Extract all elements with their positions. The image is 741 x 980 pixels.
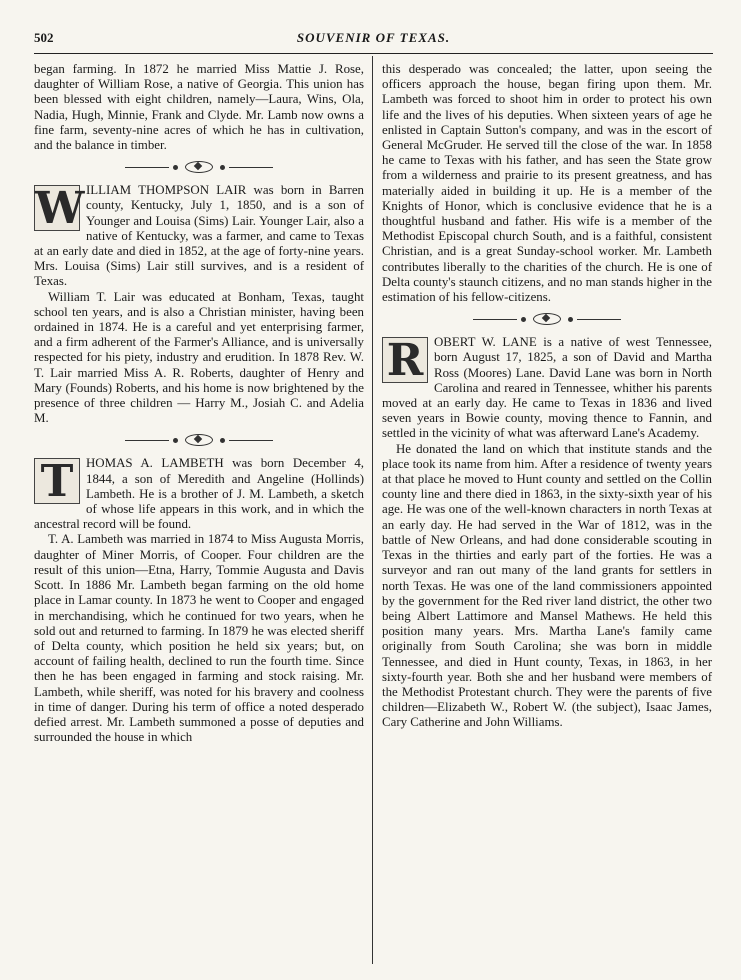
bio-lambeth-continued: this desperado was concealed; the latter, upon seeing the officers approach the house, began firing upon them. Mr. Lambeth was forced to shoot him in order to protect his own life and the lives of his deputies. When sixteen years of age he enlisted in Captain Sutton's company, and was in the escort of General McGruder. He served till the close of the war. In 1858 he came to Texas with his father, and has seen the State grow from a wilderness and prairie to its present greatness, and has materially aided in building it up. He is a member of the Knights of Honor, which is conclusive evidence that he is a thoughtful husband and father. His wife is a member of the Methodist Episcopal church South, and is a faithful, consistent Christian, and is a great Sunday-school worker. Mr. Lambeth contributes liberally to the charities of the church. He is one of Delta county's staunch citizens, and no man stands higher in the estimation of his fellow-citizens. bbox=[382, 62, 712, 305]
biography-lane bbox=[382, 335, 712, 730]
biography-lair bbox=[34, 183, 364, 426]
drop-cap-t: T bbox=[34, 458, 80, 504]
running-title: SOUVENIR OF TEXAS. bbox=[296, 30, 451, 45]
bio-lair-first-paragraph bbox=[34, 183, 364, 289]
column-divider bbox=[372, 56, 373, 964]
drop-cap-r: R bbox=[382, 337, 428, 383]
right-column bbox=[382, 62, 712, 731]
header-rule bbox=[34, 53, 713, 54]
bio-lambeth-first-paragraph bbox=[34, 456, 364, 532]
drop-cap-w: W bbox=[35, 183, 85, 235]
bio-lane-text: OBERT W. LANE is a native of west Tennessee, born August 17, 1825, a son of David and Martha Ross (Moores) Lane. David Lane was born in North Carolina and reared in Tennessee, whither his parents moved at an early day. He came to Texas in 1836 and lived seven years in Bowie county, moving thence to Fannin, and settled in the vicinity of what was afterward Lane's Academy. bbox=[382, 335, 712, 441]
section-ornament bbox=[382, 313, 712, 325]
bio-lambeth-second-paragraph: T. A. Lambeth was married in 1874 to Miss Augusta Morris, daughter of Miner Morris, of Cooper. Four children are the result of this union—Etna, Harry, Tommie Augusta and Davis Scott. In 1886 Mr. Lambeth began farming on the old home place in Lamar county. In 1873 he went to Cooper and engaged in merchandising, which he continued for two years, when he sold out and returned to farming. In 1879 he was elected sheriff of Delta county, which position he held six years; but, on account of failing health, declined to run the fourth time. Since then he has been engaged in farming and stock raising. Mr. Lambeth, while sheriff, was noted for his bravery and coolness in time of danger. During his term of office a noted desperado defied arrest. Mr. Lambeth summoned a posse of deputies and surrounded the house in which bbox=[34, 532, 364, 745]
bio-lambeth-text: HOMAS A. LAMBETH was born December 4, 1844, a son of Meredith and Angeline (Hollinds) Lambeth. He is a brother of J. M. Lambeth, a sketch of whose life appears in this work, and in which the ancestral record will be found. bbox=[34, 456, 364, 532]
left-column bbox=[34, 62, 364, 745]
bio-lane-first-paragraph bbox=[382, 335, 712, 441]
biography-lambeth bbox=[34, 456, 364, 745]
bio-lair-text: ILLIAM THOMPSON LAIR was born in Barren county, Kentucky, July 1, 1850, and is a son of Younger and Louisa (Sims) Lair. Younger Lair, also a native of Kentucky, was a farmer, and came to Texas at an early date and died in 1852, at the age of forty-nine years. Mrs. Louisa (Sims) Lair still survives, and is a resident of Texas. bbox=[34, 183, 364, 289]
bio-lane-second-paragraph: He donated the land on which that institute stands and the place took its name from him. After a residence of twenty years at that place he moved to Hunt county and settled on the Collin county line and there died in 1863, in the sixty-sixth year of his age. He was one of the well-known characters in north Texas at an early day. He had served in the War of 1812, was in the battle of New Orleans, and had done considerable scouting in Texas in the thirties and early part of the forties. He was a surveyor and ran out many of the land grants for settlers in north Texas. He was one of the land commissioners appointed by the government for the Red river land district, the other two being Albert Lattimore and Mansel Mathews. He held this position many years. Mrs. Martha Lane's family came originally from South Carolina; she was born in middle Tennessee, and died in Hunt county, Texas, in 1863, in her sixty-fourth year. Both she and her husband were members of the Methodist Protestant church. They were the parents of five children—Elizabeth W., Robert W. (the subject), Isaac James, Cary Catherine and John Williams. bbox=[382, 441, 712, 730]
bio-lair-second-paragraph: William T. Lair was educated at Bonham, Texas, taught school ten years, and is also a Christian minister, having been ordained in 1874. He is a careful and yet enterprising farmer, and a firm adherent of the Farmer's Alliance, and is universally respected for his piety, industry and erudition. In 1878 Rev. W. T. Lair married Miss A. R. Roberts, daughter of Henry and Mary (Founds) Roberts, and his home is now brightened by the presence of three children — Harry M., Josiah C. and Adelia M. bbox=[34, 289, 364, 426]
section-ornament bbox=[34, 434, 364, 446]
page-number: 502 bbox=[34, 30, 54, 45]
section-ornament bbox=[34, 161, 364, 173]
continued-paragraph: began farming. In 1872 he married Miss Mattie J. Rose, daughter of William Rose, a native of Georgia. This union has been blessed with eight children, namely—Laura, Wins, Ola, Nadia, Hugh, Minnie, Frank and Clyde. Mr. Lamb now owns a fine farm, seventy-nine acres of which he has in cultivation, and the balance in timber. bbox=[34, 62, 364, 153]
page-header bbox=[34, 30, 713, 50]
